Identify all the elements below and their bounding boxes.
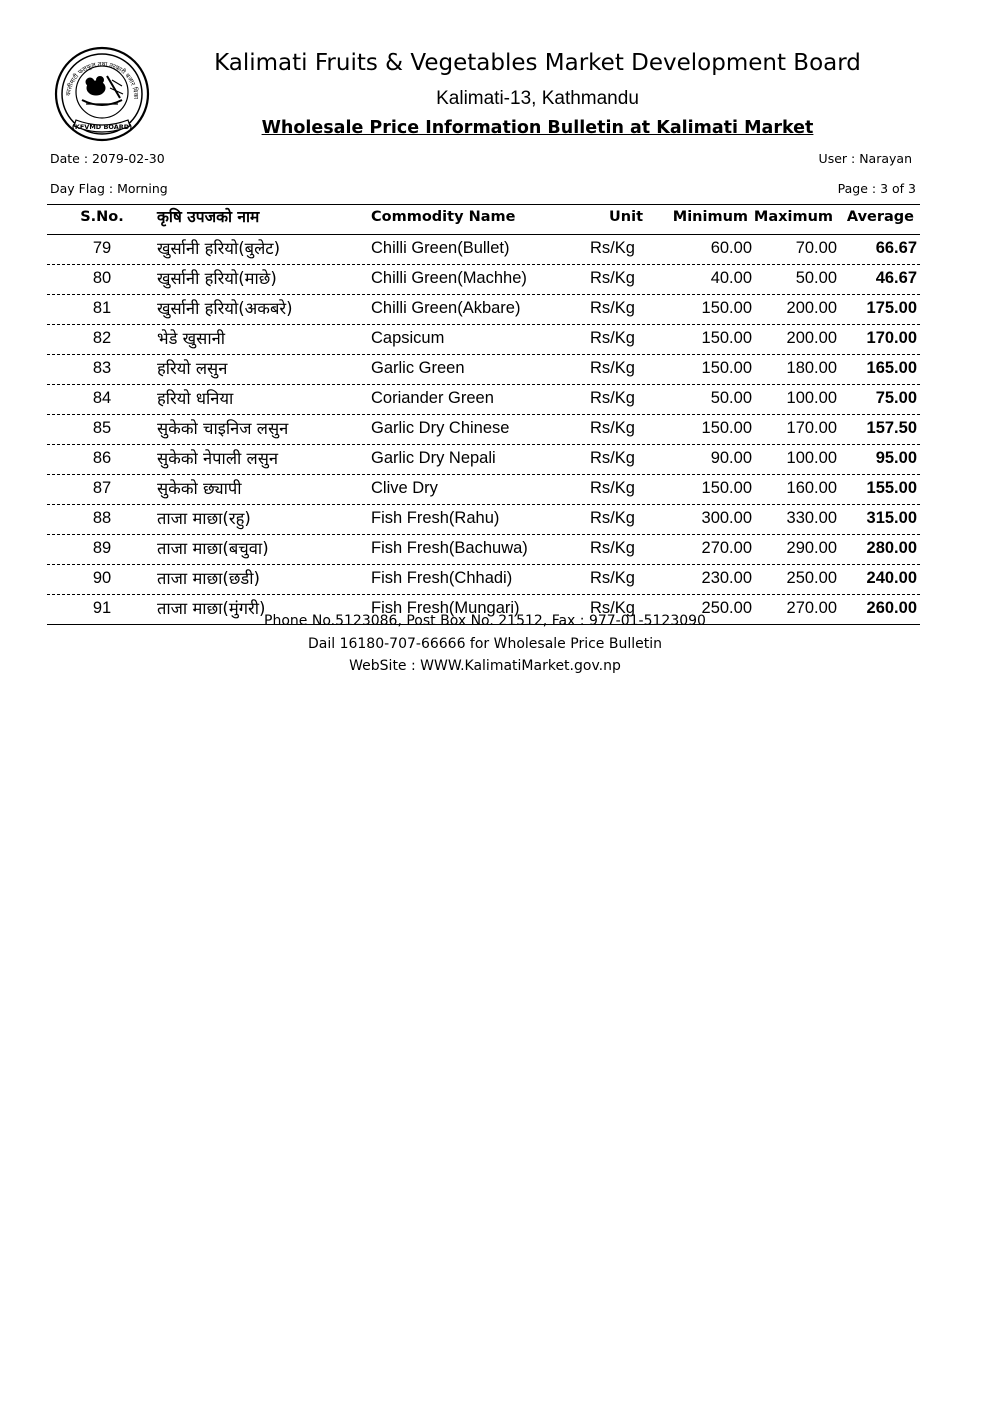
cell-average: 75.00: [875, 389, 917, 407]
table-body: [47, 235, 920, 625]
org-name: Kalimati Fruits & Vegetables Market Development Board: [214, 50, 861, 76]
cell-nepali-name: सुकेको चाइनिज लसुन: [157, 419, 289, 438]
cell-minimum: 40.00: [710, 269, 752, 287]
cell-unit: Rs/Kg: [590, 239, 635, 257]
cell-commodity: Fish Fresh(Mungari): [371, 599, 520, 617]
cell-minimum: 50.00: [710, 389, 752, 407]
cell-nepali-name: हरियो लसुन: [157, 359, 228, 378]
cell-unit: Rs/Kg: [590, 449, 635, 467]
cell-nepali-name: ताजा माछा(रहु): [157, 509, 251, 528]
cell-maximum: 200.00: [786, 329, 837, 347]
table-row: [47, 505, 920, 535]
cell-sno: 80: [92, 269, 112, 287]
cell-commodity: Fish Fresh(Bachuwa): [371, 539, 528, 557]
cell-nepali-name: खुर्सानी हरियो(माछे): [157, 269, 277, 288]
cell-unit: Rs/Kg: [590, 509, 635, 527]
cell-unit: Rs/Kg: [590, 269, 635, 287]
cell-minimum: 150.00: [701, 419, 752, 437]
footer-dial: Dail 16180-707-66666 for Wholesale Price Bulletin: [308, 636, 662, 652]
table-row: [47, 445, 920, 475]
cell-commodity: Chilli Green(Akbare): [371, 299, 521, 317]
table-row: [47, 295, 920, 325]
cell-average: 165.00: [866, 359, 917, 377]
cell-minimum: 60.00: [710, 239, 752, 257]
cell-maximum: 70.00: [795, 239, 837, 257]
table-header-row: [47, 204, 920, 235]
cell-sno: 91: [92, 599, 112, 617]
cell-commodity: Garlic Dry Chinese: [371, 419, 510, 437]
cell-nepali-name: सुकेको छ्यापी: [157, 479, 242, 498]
header-sno: S.No.: [80, 209, 124, 225]
cell-unit: Rs/Kg: [590, 329, 635, 347]
cell-nepali-name: भेडे खुसानी: [157, 329, 226, 348]
cell-average: 175.00: [866, 299, 917, 317]
cell-minimum: 150.00: [701, 359, 752, 377]
cell-nepali-name: खुर्सानी हरियो(अकबरे): [157, 299, 293, 318]
cell-nepali-name: ताजा माछा(मुंगरी): [157, 599, 266, 618]
cell-average: 260.00: [866, 599, 917, 617]
price-table: [47, 204, 920, 625]
cell-minimum: 250.00: [701, 599, 752, 617]
header-nepali-name: कृषि उपजको नाम: [157, 208, 260, 226]
cell-unit: Rs/Kg: [590, 419, 635, 437]
cell-unit: Rs/Kg: [590, 389, 635, 407]
header-unit: Unit: [609, 209, 643, 225]
cell-unit: Rs/Kg: [590, 299, 635, 317]
board-seal-icon: [52, 46, 152, 142]
cell-maximum: 330.00: [786, 509, 837, 527]
cell-sno: 86: [92, 449, 112, 467]
cell-average: 155.00: [866, 479, 917, 497]
cell-commodity: Clive Dry: [371, 479, 438, 497]
bulletin-date: Date : 2079-02-30: [50, 151, 165, 166]
cell-nepali-name: ताजा माछा(छडी): [157, 569, 260, 588]
cell-commodity: Capsicum: [371, 329, 445, 347]
table-row: [47, 535, 920, 565]
cell-minimum: 230.00: [701, 569, 752, 587]
cell-sno: 90: [92, 569, 112, 587]
cell-minimum: 270.00: [701, 539, 752, 557]
cell-commodity: Fish Fresh(Chhadi): [371, 569, 513, 587]
cell-nepali-name: खुर्सानी हरियो(बुलेट): [157, 239, 281, 258]
table-row: [47, 235, 920, 265]
table-row: [47, 325, 920, 355]
cell-sno: 81: [92, 299, 112, 317]
cell-minimum: 300.00: [701, 509, 752, 527]
cell-commodity: Garlic Dry Nepali: [371, 449, 496, 467]
cell-maximum: 100.00: [786, 389, 837, 407]
cell-average: 46.67: [875, 269, 917, 287]
table-row: [47, 355, 920, 385]
header-commodity: Commodity Name: [371, 209, 516, 225]
cell-unit: Rs/Kg: [590, 569, 635, 587]
table-row: [47, 265, 920, 295]
cell-maximum: 160.00: [786, 479, 837, 497]
table-row: [47, 565, 920, 595]
cell-average: 240.00: [866, 569, 917, 587]
footer-website: WebSite : WWW.KalimatiMarket.gov.np: [349, 658, 621, 674]
seal-banner-text: (KFVMD BOARD): [71, 123, 133, 131]
header-minimum: Minimum: [672, 209, 748, 225]
cell-sno: 89: [92, 539, 112, 557]
bulletin-title: Wholesale Price Information Bulletin at Kalimati Market: [261, 118, 814, 138]
cell-maximum: 200.00: [786, 299, 837, 317]
cell-sno: 85: [92, 419, 112, 437]
table-row: [47, 385, 920, 415]
cell-minimum: 150.00: [701, 329, 752, 347]
page-indicator: Page : 3 of 3: [837, 181, 916, 196]
cell-unit: Rs/Kg: [590, 479, 635, 497]
cell-maximum: 50.00: [795, 269, 837, 287]
cell-maximum: 100.00: [786, 449, 837, 467]
cell-maximum: 250.00: [786, 569, 837, 587]
day-flag: Day Flag : Morning: [50, 181, 168, 196]
cell-average: 157.50: [866, 419, 917, 437]
cell-average: 95.00: [875, 449, 917, 467]
org-address: Kalimati-13, Kathmandu: [436, 88, 639, 109]
cell-sno: 84: [92, 389, 112, 407]
cell-average: 170.00: [866, 329, 917, 347]
cell-commodity: Coriander Green: [371, 389, 494, 407]
cell-unit: Rs/Kg: [590, 599, 635, 617]
cell-minimum: 90.00: [710, 449, 752, 467]
cell-average: 280.00: [866, 539, 917, 557]
cell-commodity: Chilli Green(Bullet): [371, 239, 510, 257]
cell-commodity: Fish Fresh(Rahu): [371, 509, 500, 527]
cell-nepali-name: ताजा माछा(बचुवा): [157, 539, 269, 558]
cell-sno: 82: [92, 329, 112, 347]
cell-commodity: Chilli Green(Machhe): [371, 269, 527, 287]
cell-maximum: 170.00: [786, 419, 837, 437]
cell-sno: 88: [92, 509, 112, 527]
cell-nepali-name: सुकेको नेपाली लसुन: [157, 449, 279, 468]
cell-maximum: 290.00: [786, 539, 837, 557]
table-row: [47, 475, 920, 505]
cell-average: 315.00: [866, 509, 917, 527]
header-average: Average: [846, 209, 914, 225]
cell-maximum: 180.00: [786, 359, 837, 377]
cell-sno: 79: [92, 239, 112, 257]
cell-sno: 83: [92, 359, 112, 377]
svg-text:कालीमाटी फलफूल तथा तरकारी बजार: कालीमाटी फलफूल तथा तरकारी बजार विका: [64, 60, 140, 100]
cell-unit: Rs/Kg: [590, 539, 635, 557]
cell-nepali-name: हरियो धनिया: [157, 389, 234, 408]
cell-minimum: 150.00: [701, 479, 752, 497]
footer-contact: Phone No.5123086, Post Box No. 21512, Fax : 977-01-5123090: [264, 613, 706, 629]
cell-average: 66.67: [875, 239, 917, 257]
cell-sno: 87: [92, 479, 112, 497]
header-maximum: Maximum: [753, 209, 833, 225]
bulletin-user: User : Narayan: [818, 151, 912, 166]
cell-minimum: 150.00: [701, 299, 752, 317]
cell-maximum: 270.00: [786, 599, 837, 617]
cell-unit: Rs/Kg: [590, 359, 635, 377]
table-row: [47, 415, 920, 445]
cell-commodity: Garlic Green: [371, 359, 465, 377]
